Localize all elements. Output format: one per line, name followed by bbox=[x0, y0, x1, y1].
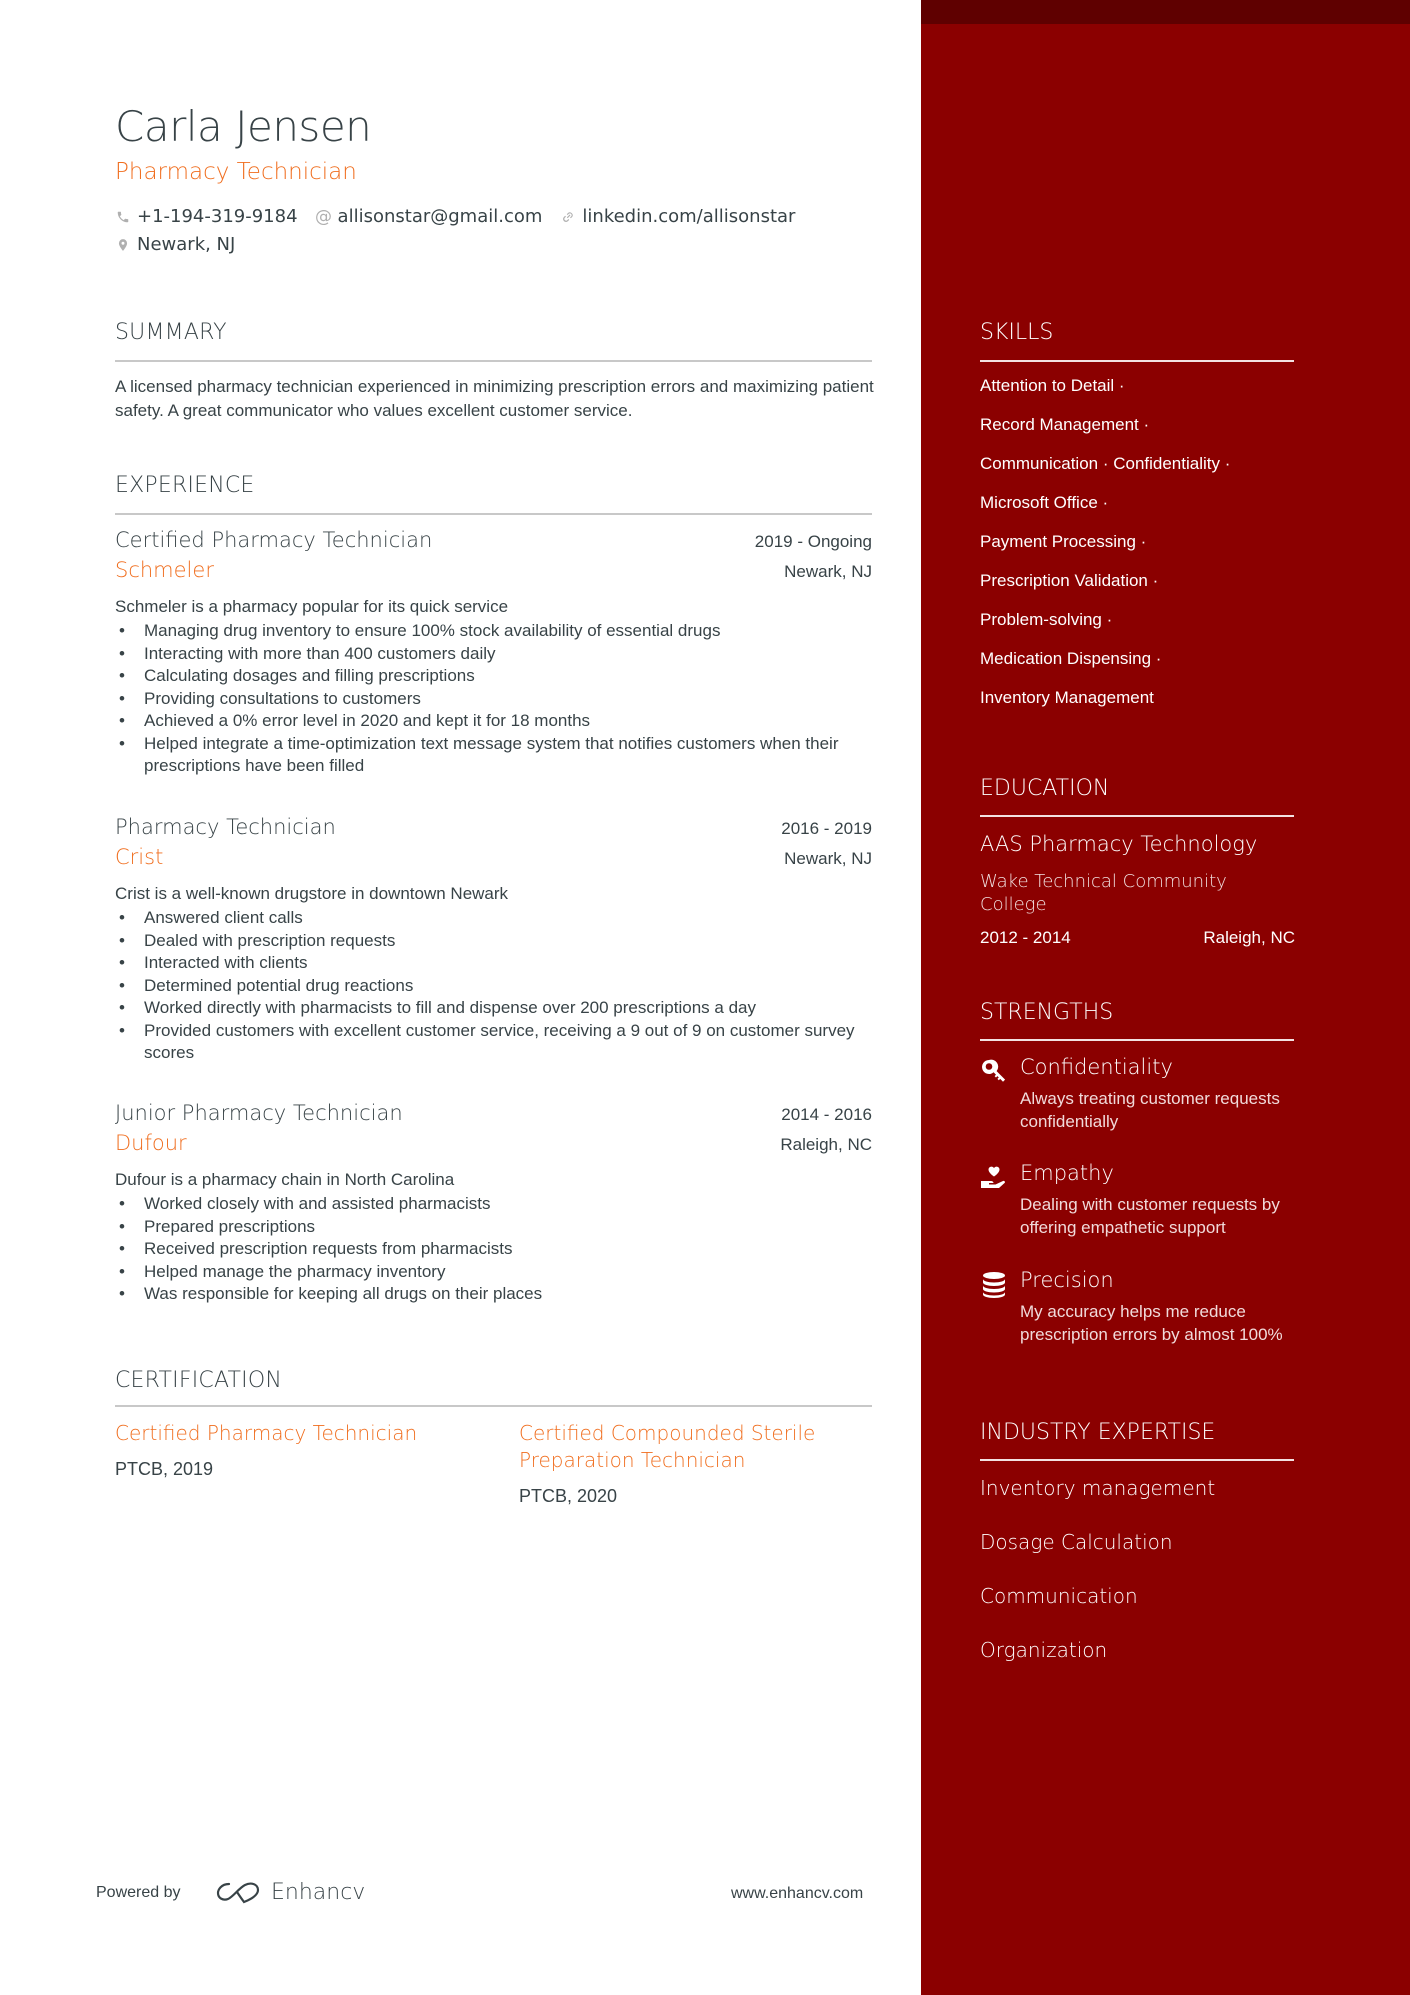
email-value: allisonstar@gmail.com bbox=[337, 206, 543, 227]
job-bullet: • Providing consultations to customers bbox=[115, 688, 872, 711]
job-location: Newark, NJ bbox=[784, 849, 872, 868]
certification-item bbox=[115, 1420, 475, 1480]
footer-url-link[interactable]: www.enhancv.com bbox=[731, 1885, 864, 1902]
job-bullet: • Worked directly with pharmacists to fill and dispense over 200 prescriptions a day bbox=[115, 997, 872, 1020]
job-dates: 2019 - Ongoing bbox=[754, 532, 872, 551]
job-company: Schmeler bbox=[115, 558, 214, 582]
certification-divider bbox=[115, 1405, 872, 1407]
expertise-item: Communication bbox=[980, 1584, 1138, 1608]
summary-divider bbox=[115, 360, 872, 362]
job-bullet: • Helped integrate a time-optimization text message system that notifies customers when their prescriptions have been filled bbox=[115, 733, 872, 778]
contact-phone[interactable] bbox=[115, 206, 298, 227]
candidate-name: Carla Jensen bbox=[115, 102, 372, 151]
hand-heart-icon bbox=[980, 1163, 1008, 1191]
contact-row bbox=[115, 234, 253, 255]
skill-line: Attention to Detail · bbox=[980, 376, 1125, 395]
job-entry bbox=[115, 1101, 872, 1306]
job-position: Junior Pharmacy Technician bbox=[115, 1101, 403, 1125]
phone-value: +1-194-319-9184 bbox=[137, 206, 298, 227]
job-position: Pharmacy Technician bbox=[115, 815, 336, 839]
skills-divider bbox=[980, 360, 1294, 362]
job-location: Newark, NJ bbox=[784, 562, 872, 581]
enhancv-logo-text: Enhancv bbox=[271, 1879, 366, 1905]
industry-expertise-divider bbox=[980, 1459, 1294, 1461]
education-divider bbox=[980, 815, 1294, 817]
strengths-divider bbox=[980, 1039, 1294, 1041]
education-degree: AAS Pharmacy Technology bbox=[980, 832, 1258, 856]
skill-line: Communication · Confidentiality · bbox=[980, 454, 1231, 473]
certification-name: Certified Compounded Sterile Preparation Technician bbox=[519, 1421, 816, 1472]
contact-email[interactable] bbox=[316, 206, 543, 227]
sidebar-top-bar bbox=[921, 0, 1410, 24]
job-position: Certified Pharmacy Technician bbox=[115, 528, 433, 552]
powered-by-label: Powered by bbox=[96, 1884, 181, 1901]
skill-line: Problem-solving · bbox=[980, 610, 1113, 629]
experience-divider bbox=[115, 513, 872, 515]
link-icon bbox=[560, 209, 576, 225]
job-location: Raleigh, NC bbox=[780, 1135, 872, 1154]
job-bullet: • Received prescription requests from pharmacists bbox=[115, 1238, 872, 1261]
job-dates: 2014 - 2016 bbox=[781, 1105, 872, 1124]
certification-name: Certified Pharmacy Technician bbox=[115, 1421, 418, 1445]
strength-description: Dealing with customer requests by offering empathetic support bbox=[1020, 1195, 1280, 1237]
job-entry bbox=[115, 815, 872, 1065]
job-bullets bbox=[115, 620, 872, 778]
certification-item bbox=[519, 1420, 859, 1507]
expertise-item: Organization bbox=[980, 1638, 1108, 1662]
skill-line: Record Management · bbox=[980, 415, 1150, 434]
strength-name: Empathy bbox=[1020, 1161, 1114, 1185]
job-bullet: • Dealed with prescription requests bbox=[115, 930, 872, 953]
job-bullet: • Interacted with clients bbox=[115, 952, 872, 975]
job-bullet: • Managing drug inventory to ensure 100% stock availability of essential drugs bbox=[115, 620, 872, 643]
education-school: Wake Technical Community College bbox=[980, 871, 1227, 915]
map-pin-icon bbox=[115, 237, 131, 253]
certification-heading: CERTIFICATION bbox=[115, 1368, 283, 1393]
education-dates: 2012 - 2014 bbox=[980, 928, 1071, 947]
candidate-title: Pharmacy Technician bbox=[115, 159, 357, 185]
expertise-item: Inventory management bbox=[980, 1476, 1216, 1500]
job-description: Dufour is a pharmacy chain in North Carolina bbox=[115, 1170, 455, 1189]
summary-heading: SUMMARY bbox=[115, 320, 227, 345]
phone-icon bbox=[115, 209, 131, 225]
contact-location bbox=[115, 234, 235, 255]
database-icon bbox=[980, 1270, 1008, 1298]
enhancv-logo-icon bbox=[215, 1878, 263, 1906]
job-bullet: • Prepared prescriptions bbox=[115, 1216, 872, 1239]
sidebar bbox=[921, 0, 1410, 1995]
enhancv-logo[interactable] bbox=[215, 1878, 365, 1906]
job-company: Crist bbox=[115, 845, 164, 869]
skill-line: Payment Processing · bbox=[980, 532, 1147, 551]
job-bullet: • Interacting with more than 400 customers daily bbox=[115, 643, 872, 666]
job-description: Schmeler is a pharmacy popular for its quick service bbox=[115, 597, 509, 616]
contact-linkedin[interactable] bbox=[560, 206, 795, 227]
experience-heading: EXPERIENCE bbox=[115, 473, 255, 498]
job-bullets bbox=[115, 907, 872, 1065]
job-bullet: • Worked closely with and assisted pharmacists bbox=[115, 1193, 872, 1216]
education-heading: EDUCATION bbox=[980, 776, 1110, 801]
expertise-item: Dosage Calculation bbox=[980, 1530, 1173, 1554]
job-bullet: • Answered client calls bbox=[115, 907, 872, 930]
job-bullet: • Helped manage the pharmacy inventory bbox=[115, 1261, 872, 1284]
location-value: Newark, NJ bbox=[137, 234, 236, 255]
job-dates: 2016 - 2019 bbox=[781, 819, 872, 838]
job-bullet: • Provided customers with excellent customer service, receiving a 9 out of 9 on customer survey scores bbox=[115, 1020, 872, 1065]
strength-name: Confidentiality bbox=[1020, 1055, 1173, 1079]
job-bullet: • Achieved a 0% error level in 2020 and kept it for 18 months bbox=[115, 710, 872, 733]
industry-expertise-heading: INDUSTRY EXPERTISE bbox=[980, 1420, 1216, 1445]
skills-heading: SKILLS bbox=[980, 320, 1054, 345]
job-bullet: • Determined potential drug reactions bbox=[115, 975, 872, 998]
at-icon: @ bbox=[315, 206, 333, 227]
job-bullets bbox=[115, 1193, 872, 1306]
summary-text: A licensed pharmacy technician experienced in minimizing prescription errors and maximizing patient safety. A great communicator who values excellent customer service. bbox=[115, 377, 874, 420]
skill-line: Microsoft Office · bbox=[980, 493, 1109, 512]
linkedin-value: linkedin.com/allisonstar bbox=[582, 206, 796, 227]
skill-line: Prescription Validation · bbox=[980, 571, 1159, 590]
job-company: Dufour bbox=[115, 1131, 187, 1155]
strengths-heading: STRENGTHS bbox=[980, 1000, 1114, 1025]
job-bullet: • Was responsible for keeping all drugs on their places bbox=[115, 1283, 872, 1306]
skill-line: Inventory Management bbox=[980, 688, 1154, 707]
education-location: Raleigh, NC bbox=[1203, 928, 1295, 947]
strength-description: Always treating customer requests confidentially bbox=[1020, 1089, 1280, 1131]
contact-row bbox=[115, 206, 813, 227]
skill-line: Medication Dispensing · bbox=[980, 649, 1162, 668]
job-description: Crist is a well-known drugstore in downtown Newark bbox=[115, 884, 509, 903]
strength-description: My accuracy helps me reduce prescription errors by almost 100% bbox=[1020, 1302, 1283, 1344]
certification-issuer: PTCB, 2019 bbox=[115, 1459, 214, 1479]
strength-name: Precision bbox=[1020, 1268, 1114, 1292]
job-bullet: • Calculating dosages and filling prescriptions bbox=[115, 665, 872, 688]
key-icon bbox=[980, 1057, 1008, 1085]
certification-issuer: PTCB, 2020 bbox=[519, 1486, 618, 1506]
job-entry bbox=[115, 528, 872, 778]
